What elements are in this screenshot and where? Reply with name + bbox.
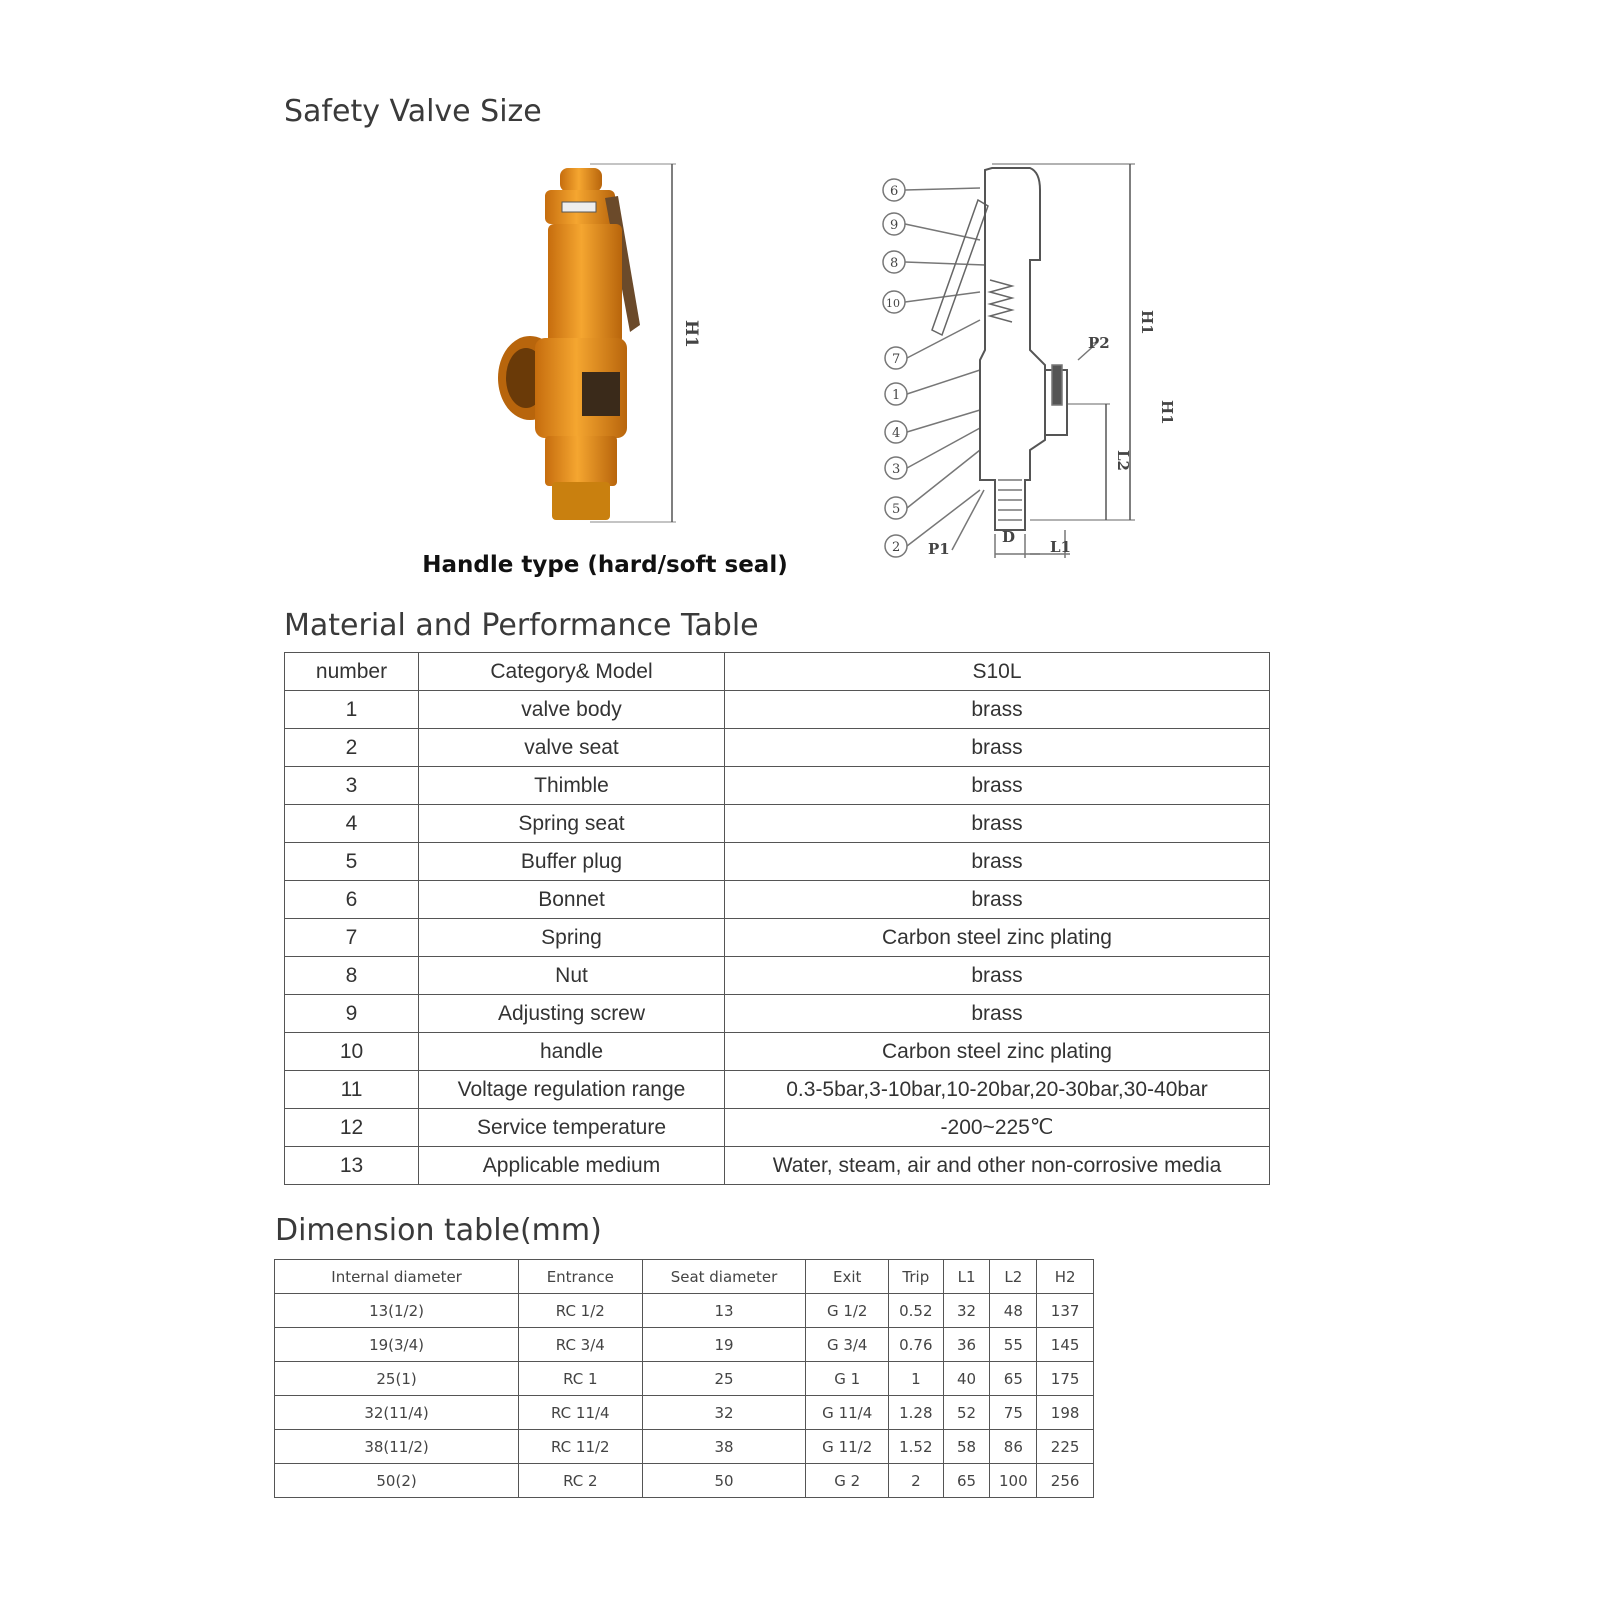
- table-cell: RC 1/2: [519, 1294, 642, 1328]
- table-row: [275, 1396, 1094, 1430]
- table-cell: 48: [990, 1294, 1037, 1328]
- table-cell: RC 11/2: [519, 1430, 642, 1464]
- table-cell: G 2: [806, 1464, 888, 1498]
- table-cell: 86: [990, 1430, 1037, 1464]
- svg-text:4: 4: [892, 426, 901, 441]
- table-cell: 38: [642, 1430, 806, 1464]
- table-cell: 32: [943, 1294, 990, 1328]
- diagram-l1-label: L1: [1050, 538, 1071, 556]
- material-performance-table: [284, 652, 1270, 1185]
- table-row: [285, 729, 1270, 767]
- table-cell: brass: [725, 691, 1270, 729]
- table-cell: 32(11/4): [275, 1396, 519, 1430]
- column-header: Exit: [806, 1260, 888, 1294]
- table-row: [275, 1430, 1094, 1464]
- table-cell: RC 2: [519, 1464, 642, 1498]
- table-cell: 1: [888, 1362, 943, 1396]
- table-cell: 1.28: [888, 1396, 943, 1430]
- table-cell: brass: [725, 957, 1270, 995]
- table-cell: Carbon steel zinc plating: [725, 1033, 1270, 1071]
- table-cell: 11: [285, 1071, 419, 1109]
- table-cell: 3: [285, 767, 419, 805]
- diagram-l2-label: L2: [1114, 450, 1132, 471]
- table-cell: 36: [943, 1328, 990, 1362]
- table-cell: 8: [285, 957, 419, 995]
- table-cell: Bonnet: [419, 881, 725, 919]
- diagram-h1-label: H1: [1138, 310, 1156, 335]
- table-cell: 100: [990, 1464, 1037, 1498]
- table-cell: 75: [990, 1396, 1037, 1430]
- table-row: [285, 805, 1270, 843]
- table-row: [285, 767, 1270, 805]
- table-cell: 1.52: [888, 1430, 943, 1464]
- table-cell: 7: [285, 919, 419, 957]
- svg-text:5: 5: [892, 502, 901, 517]
- table-cell: brass: [725, 995, 1270, 1033]
- table-cell: 0.76: [888, 1328, 943, 1362]
- table-cell: 175: [1037, 1362, 1094, 1396]
- table-cell: valve seat: [419, 729, 725, 767]
- table-cell: 50: [642, 1464, 806, 1498]
- table-header-row: [285, 653, 1270, 691]
- table-cell: Spring: [419, 919, 725, 957]
- table-cell: brass: [725, 805, 1270, 843]
- column-header: number: [285, 653, 419, 691]
- table-cell: 25: [642, 1362, 806, 1396]
- table-cell: Carbon steel zinc plating: [725, 919, 1270, 957]
- table-cell: G 11/2: [806, 1430, 888, 1464]
- table-cell: 19(3/4): [275, 1328, 519, 1362]
- table-cell: RC 3/4: [519, 1328, 642, 1362]
- table-cell: 52: [943, 1396, 990, 1430]
- table-cell: Thimble: [419, 767, 725, 805]
- table-cell: 0.52: [888, 1294, 943, 1328]
- dimension-table: [274, 1259, 1094, 1498]
- table-row: [285, 1109, 1270, 1147]
- table-cell: 32: [642, 1396, 806, 1430]
- table-cell: RC 11/4: [519, 1396, 642, 1430]
- table-cell: G 3/4: [806, 1328, 888, 1362]
- svg-text:7: 7: [892, 352, 901, 367]
- table-row: [275, 1294, 1094, 1328]
- svg-text:9: 9: [890, 218, 899, 233]
- table-cell: 50(2): [275, 1464, 519, 1498]
- table-cell: 65: [990, 1362, 1037, 1396]
- photo-h1-label: H1: [681, 320, 701, 348]
- table-row: [285, 1033, 1270, 1071]
- table-row: [285, 843, 1270, 881]
- table-row: [275, 1328, 1094, 1362]
- table-cell: 55: [990, 1328, 1037, 1362]
- table-cell: 25(1): [275, 1362, 519, 1396]
- table-cell: 13: [642, 1294, 806, 1328]
- table-cell: 0.3-5bar,3-10bar,10-20bar,20-30bar,30-40bar: [725, 1071, 1270, 1109]
- diagram-h2-label: H1: [1158, 400, 1176, 425]
- table-cell: 13(1/2): [275, 1294, 519, 1328]
- table-cell: Service temperature: [419, 1109, 725, 1147]
- table-cell: 256: [1037, 1464, 1094, 1498]
- table-cell: 145: [1037, 1328, 1094, 1362]
- table-cell: 13: [285, 1147, 419, 1185]
- diagram-p2-label: P2: [1088, 334, 1110, 352]
- column-header: Entrance: [519, 1260, 642, 1294]
- table-cell: 58: [943, 1430, 990, 1464]
- column-header: Seat diameter: [642, 1260, 806, 1294]
- svg-text:6: 6: [890, 184, 899, 199]
- diagram-p1-label: P1: [928, 540, 950, 558]
- table-row: [285, 919, 1270, 957]
- table-row: [275, 1362, 1094, 1396]
- table-row: [285, 995, 1270, 1033]
- table-cell: Nut: [419, 957, 725, 995]
- table-cell: 9: [285, 995, 419, 1033]
- valve-diagram: [880, 160, 1190, 580]
- column-header: L1: [943, 1260, 990, 1294]
- column-header: Internal diameter: [275, 1260, 519, 1294]
- table-cell: valve body: [419, 691, 725, 729]
- valve-photo: [490, 160, 710, 540]
- table-cell: Voltage regulation range: [419, 1071, 725, 1109]
- table-cell: brass: [725, 729, 1270, 767]
- section-title-size: Safety Valve Size: [284, 94, 542, 129]
- table-cell: 10: [285, 1033, 419, 1071]
- table-cell: 40: [943, 1362, 990, 1396]
- table-cell: Water, steam, air and other non-corrosive media: [725, 1147, 1270, 1185]
- table-cell: brass: [725, 767, 1270, 805]
- table-cell: G 1: [806, 1362, 888, 1396]
- column-header: Category& Model: [419, 653, 725, 691]
- diagram-d-label: D: [1002, 528, 1016, 546]
- table-row: [285, 1147, 1270, 1185]
- table-cell: brass: [725, 881, 1270, 919]
- table-row: [275, 1464, 1094, 1498]
- table-cell: 5: [285, 843, 419, 881]
- table-cell: Spring seat: [419, 805, 725, 843]
- table-row: [285, 1071, 1270, 1109]
- table-cell: Applicable medium: [419, 1147, 725, 1185]
- svg-text:10: 10: [886, 297, 900, 310]
- table-row: [285, 881, 1270, 919]
- table-cell: Adjusting screw: [419, 995, 725, 1033]
- table-cell: G 1/2: [806, 1294, 888, 1328]
- table-header-row: [275, 1260, 1094, 1294]
- table-cell: 12: [285, 1109, 419, 1147]
- table-cell: 137: [1037, 1294, 1094, 1328]
- svg-text:3: 3: [892, 462, 901, 477]
- table-cell: 65: [943, 1464, 990, 1498]
- table-cell: 4: [285, 805, 419, 843]
- table-cell: -200~225℃: [725, 1109, 1270, 1147]
- column-header: L2: [990, 1260, 1037, 1294]
- column-header: S10L: [725, 653, 1270, 691]
- table-cell: 225: [1037, 1430, 1094, 1464]
- table-cell: handle: [419, 1033, 725, 1071]
- table-cell: 2: [285, 729, 419, 767]
- table-row: [285, 691, 1270, 729]
- table-cell: G 11/4: [806, 1396, 888, 1430]
- svg-text:8: 8: [890, 256, 899, 271]
- column-header: Trip: [888, 1260, 943, 1294]
- table-cell: 6: [285, 881, 419, 919]
- table-cell: brass: [725, 843, 1270, 881]
- table-cell: 2: [888, 1464, 943, 1498]
- section-title-dimension: Dimension table(mm): [275, 1213, 602, 1248]
- section-title-material: Material and Performance Table: [284, 608, 759, 643]
- table-cell: Buffer plug: [419, 843, 725, 881]
- table-cell: RC 1: [519, 1362, 642, 1396]
- product-caption: Handle type (hard/soft seal): [422, 552, 788, 578]
- table-cell: 19: [642, 1328, 806, 1362]
- table-cell: 1: [285, 691, 419, 729]
- table-cell: 198: [1037, 1396, 1094, 1430]
- svg-text:2: 2: [892, 540, 901, 555]
- table-row: [285, 957, 1270, 995]
- svg-text:1: 1: [892, 388, 901, 403]
- table-cell: 38(11/2): [275, 1430, 519, 1464]
- column-header: H2: [1037, 1260, 1094, 1294]
